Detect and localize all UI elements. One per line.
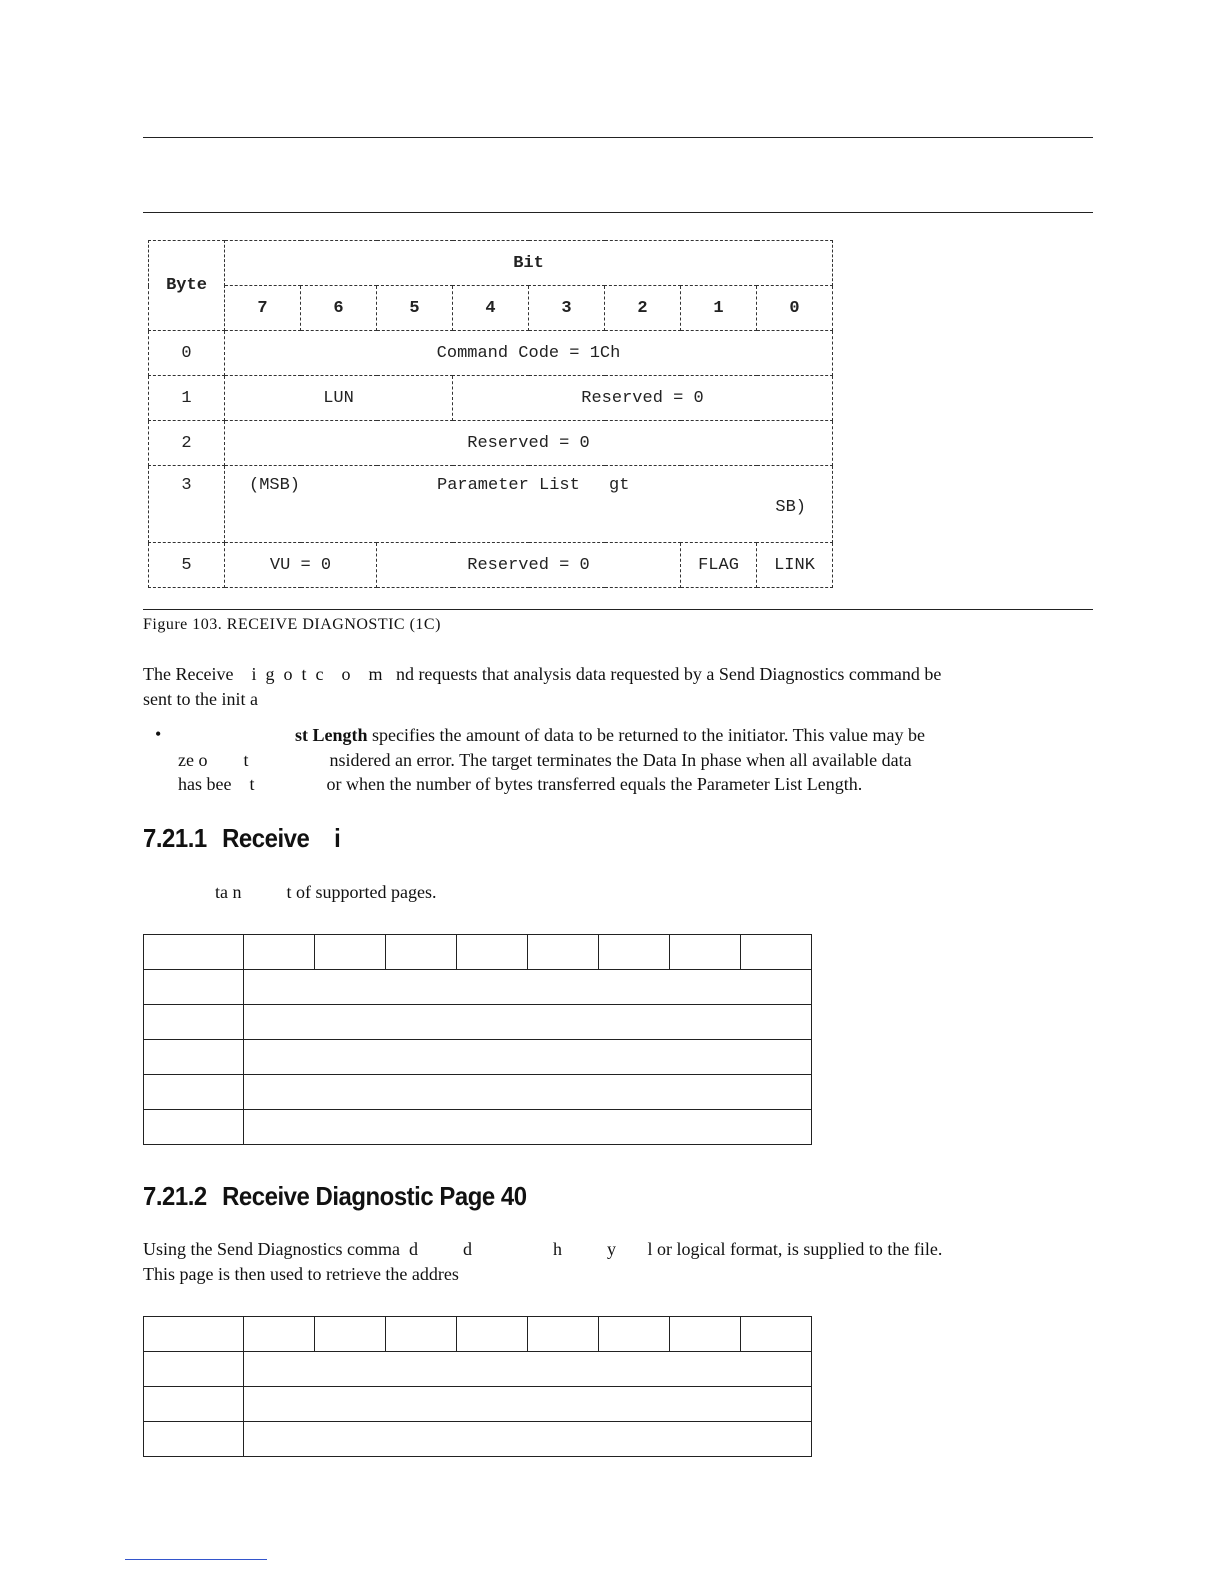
reserved-field: Reserved = 0: [377, 543, 681, 588]
receive-diagnostic-cdb-table: [148, 240, 833, 588]
flag-field: FLAG: [681, 543, 757, 588]
bit-2: 2: [605, 286, 681, 331]
table-row: [144, 1040, 812, 1075]
page-40-table: [143, 1316, 812, 1457]
reserved-field: Reserved = 0: [225, 421, 833, 466]
bullet-line-1-text: specifies the amount of data to be returned to the initiator. This value may be: [367, 725, 926, 745]
bit-7: 7: [225, 286, 301, 331]
table-row: [149, 376, 833, 421]
section-number: 7.21.1: [143, 823, 207, 853]
lsb-label: SB): [775, 498, 806, 517]
section-heading-7-21-1: [143, 823, 340, 854]
table-row: [149, 466, 833, 543]
bit-1: 1: [681, 286, 757, 331]
link-field: LINK: [757, 543, 833, 588]
section-number: 7.21.2: [143, 1181, 207, 1211]
page-00-table: [143, 934, 812, 1145]
intro-line-1: The Receive i g o t c o m nd requests that analysis data requested by a Send Diagnostics command be: [143, 664, 942, 684]
footer-link-rule: [125, 1559, 267, 1560]
vu-field: VU = 0: [225, 543, 377, 588]
parameter-list-label-fragment: gt: [609, 476, 630, 495]
header-rule-bottom: [143, 212, 1093, 213]
intro-line-2: sent to the init a: [143, 688, 258, 709]
section-2-line-1: Using the Send Diagnostics comma d d h y l or logical format, is supplied to the file.: [143, 1239, 943, 1259]
reserved-field: Reserved = 0: [453, 376, 833, 421]
bit-header: Bit: [225, 241, 833, 286]
table-row: [149, 543, 833, 588]
section-2-line-2: This page is then used to retrieve the addres: [143, 1263, 459, 1284]
bullet-paragraph: [178, 723, 1093, 797]
parameter-list-label: Parameter List: [437, 476, 580, 495]
byte-number: 5: [149, 543, 225, 588]
section-title: Receive Diagnostic Page 40: [222, 1181, 527, 1211]
byte-number: 1: [149, 376, 225, 421]
bullet-term: st Length: [295, 725, 368, 745]
header-rule-top: [143, 137, 1093, 138]
bit-6: 6: [301, 286, 377, 331]
byte-number: 0: [149, 331, 225, 376]
bullet-line-3: has bee t or when the number of bytes transferred equals the Parameter List Length.: [178, 774, 863, 794]
byte-number: 2: [149, 421, 225, 466]
bit-4: 4: [453, 286, 529, 331]
bullet-icon: •: [155, 724, 162, 744]
table-row: [144, 1387, 812, 1422]
figure-caption: Figure 103. RECEIVE DIAGNOSTIC (1C): [143, 616, 441, 633]
table-row: [149, 331, 833, 376]
table-row: [144, 1075, 812, 1110]
table-row: [144, 935, 812, 970]
table-row: [144, 1317, 812, 1352]
section-heading-7-21-2: [143, 1181, 527, 1212]
msb-label: (MSB): [249, 476, 301, 495]
section-title: Receive i: [222, 823, 341, 853]
bullet-line-2: ze o t nsidered an error. The target terminates the Data In phase when all available data: [178, 749, 912, 770]
figure-rule: [143, 609, 1093, 610]
section-1-text: ta n t of supported pages.: [143, 882, 437, 902]
section-2-text: [143, 1237, 1093, 1286]
byte-header: Byte: [149, 241, 225, 331]
lun-field: LUN: [225, 376, 453, 421]
table-row: [149, 421, 833, 466]
table-row: [144, 1005, 812, 1040]
parameter-list-length-field: [225, 466, 833, 543]
intro-paragraph: [143, 662, 1093, 711]
table-row: [144, 970, 812, 1005]
command-code-field: Command Code = 1Ch: [225, 331, 833, 376]
bullet-line-1: [178, 723, 1093, 748]
table-row: [144, 1422, 812, 1457]
byte-number: 3: [149, 466, 225, 543]
bit-3: 3: [529, 286, 605, 331]
bit-5: 5: [377, 286, 453, 331]
table-row: [144, 1110, 812, 1145]
table-row: [144, 1352, 812, 1387]
bit-0: 0: [757, 286, 833, 331]
